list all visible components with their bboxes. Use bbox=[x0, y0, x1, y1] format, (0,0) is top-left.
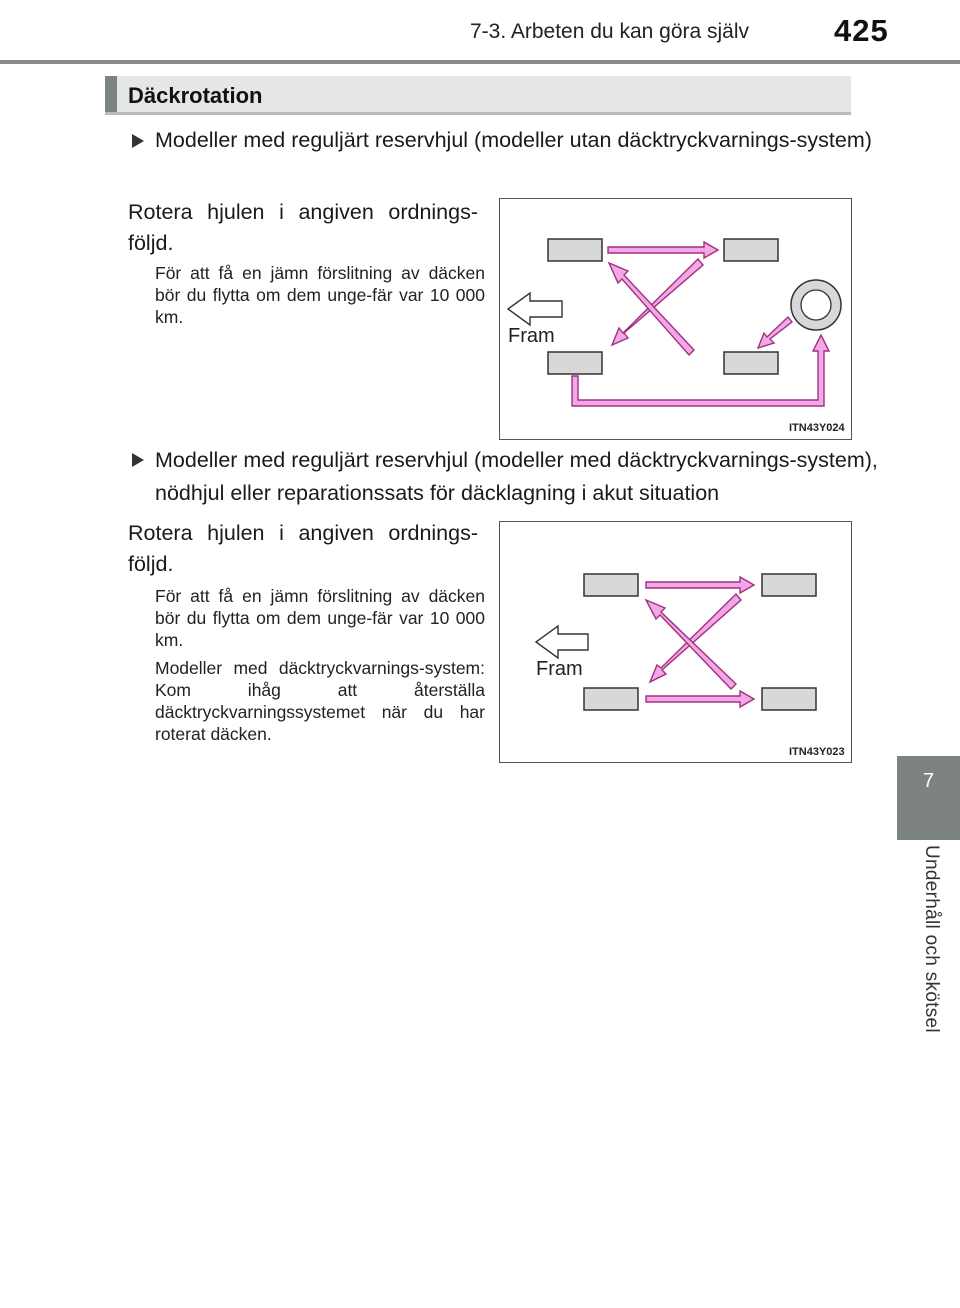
chapter-tab bbox=[897, 756, 960, 840]
rotation-diagram-2-svg bbox=[500, 522, 851, 762]
section-title: Däckrotation bbox=[128, 83, 263, 108]
front-direction-icon bbox=[536, 626, 588, 658]
paragraph-1: Rotera hjulen i angiven ordnings-följd. bbox=[128, 200, 478, 255]
arrow-fl-to-fr bbox=[608, 242, 718, 258]
chapter-label: Underhåll och skötsel bbox=[921, 845, 942, 1033]
tire-front-left bbox=[548, 239, 602, 261]
header-rule bbox=[0, 60, 960, 64]
chapter-number: 7 bbox=[922, 770, 935, 792]
bullet-triangle-icon bbox=[132, 134, 144, 148]
tire-rear-left bbox=[548, 352, 602, 374]
note-1: För att få en jämn förslitning av däcken bör du flytta om dem unge-fär var 10 000 km. bbox=[155, 263, 485, 327]
rotation-diagram-2 bbox=[499, 521, 852, 763]
front-label-1: Fram bbox=[508, 325, 555, 347]
note-2b: Modeller med däcktryckvarnings-system: Kom ihåg att återställa däcktryckvarningssystemet när du har roterat däcken. bbox=[155, 658, 485, 744]
tire-front-right bbox=[762, 574, 816, 596]
bullet-text-2: Modeller med reguljärt reservhjul (modeller med däcktryckvarnings-system), nödhjul eller reparationssats för däcklagning i akut situation bbox=[155, 448, 878, 505]
page-number: 425 bbox=[834, 13, 889, 48]
arrow-fl-to-fr bbox=[646, 577, 754, 593]
section-heading-accent bbox=[105, 76, 117, 112]
front-direction-icon bbox=[508, 293, 562, 325]
running-header-section: 7-3. Arbeten du kan göra själv bbox=[470, 20, 750, 43]
tire-front-right bbox=[724, 239, 778, 261]
rotation-diagram-1-svg bbox=[500, 199, 851, 439]
figure-code-2: ITN43Y023 bbox=[789, 746, 845, 758]
tire-rear-right bbox=[762, 688, 816, 710]
tire-rear-left bbox=[584, 688, 638, 710]
note-2a: För att få en jämn förslitning av däcken bör du flytta om dem unge-fär var 10 000 km. bbox=[155, 586, 485, 650]
paragraph-2: Rotera hjulen i angiven ordnings-följd. bbox=[128, 521, 478, 576]
arrow-rl-to-rr bbox=[646, 691, 754, 707]
figure-code-1: ITN43Y024 bbox=[789, 422, 845, 434]
front-label-2: Fram bbox=[536, 658, 583, 680]
bullet-text-1: Modeller med reguljärt reservhjul (modeller utan däcktryckvarnings-system) bbox=[155, 128, 872, 152]
arrow-rl-to-spare bbox=[572, 335, 829, 406]
tire-front-left bbox=[584, 574, 638, 596]
bullet-triangle-icon bbox=[132, 453, 144, 467]
arrow-spare-to-rr bbox=[758, 317, 792, 348]
tire-rear-right bbox=[724, 352, 778, 374]
rotation-diagram-1 bbox=[499, 198, 852, 440]
